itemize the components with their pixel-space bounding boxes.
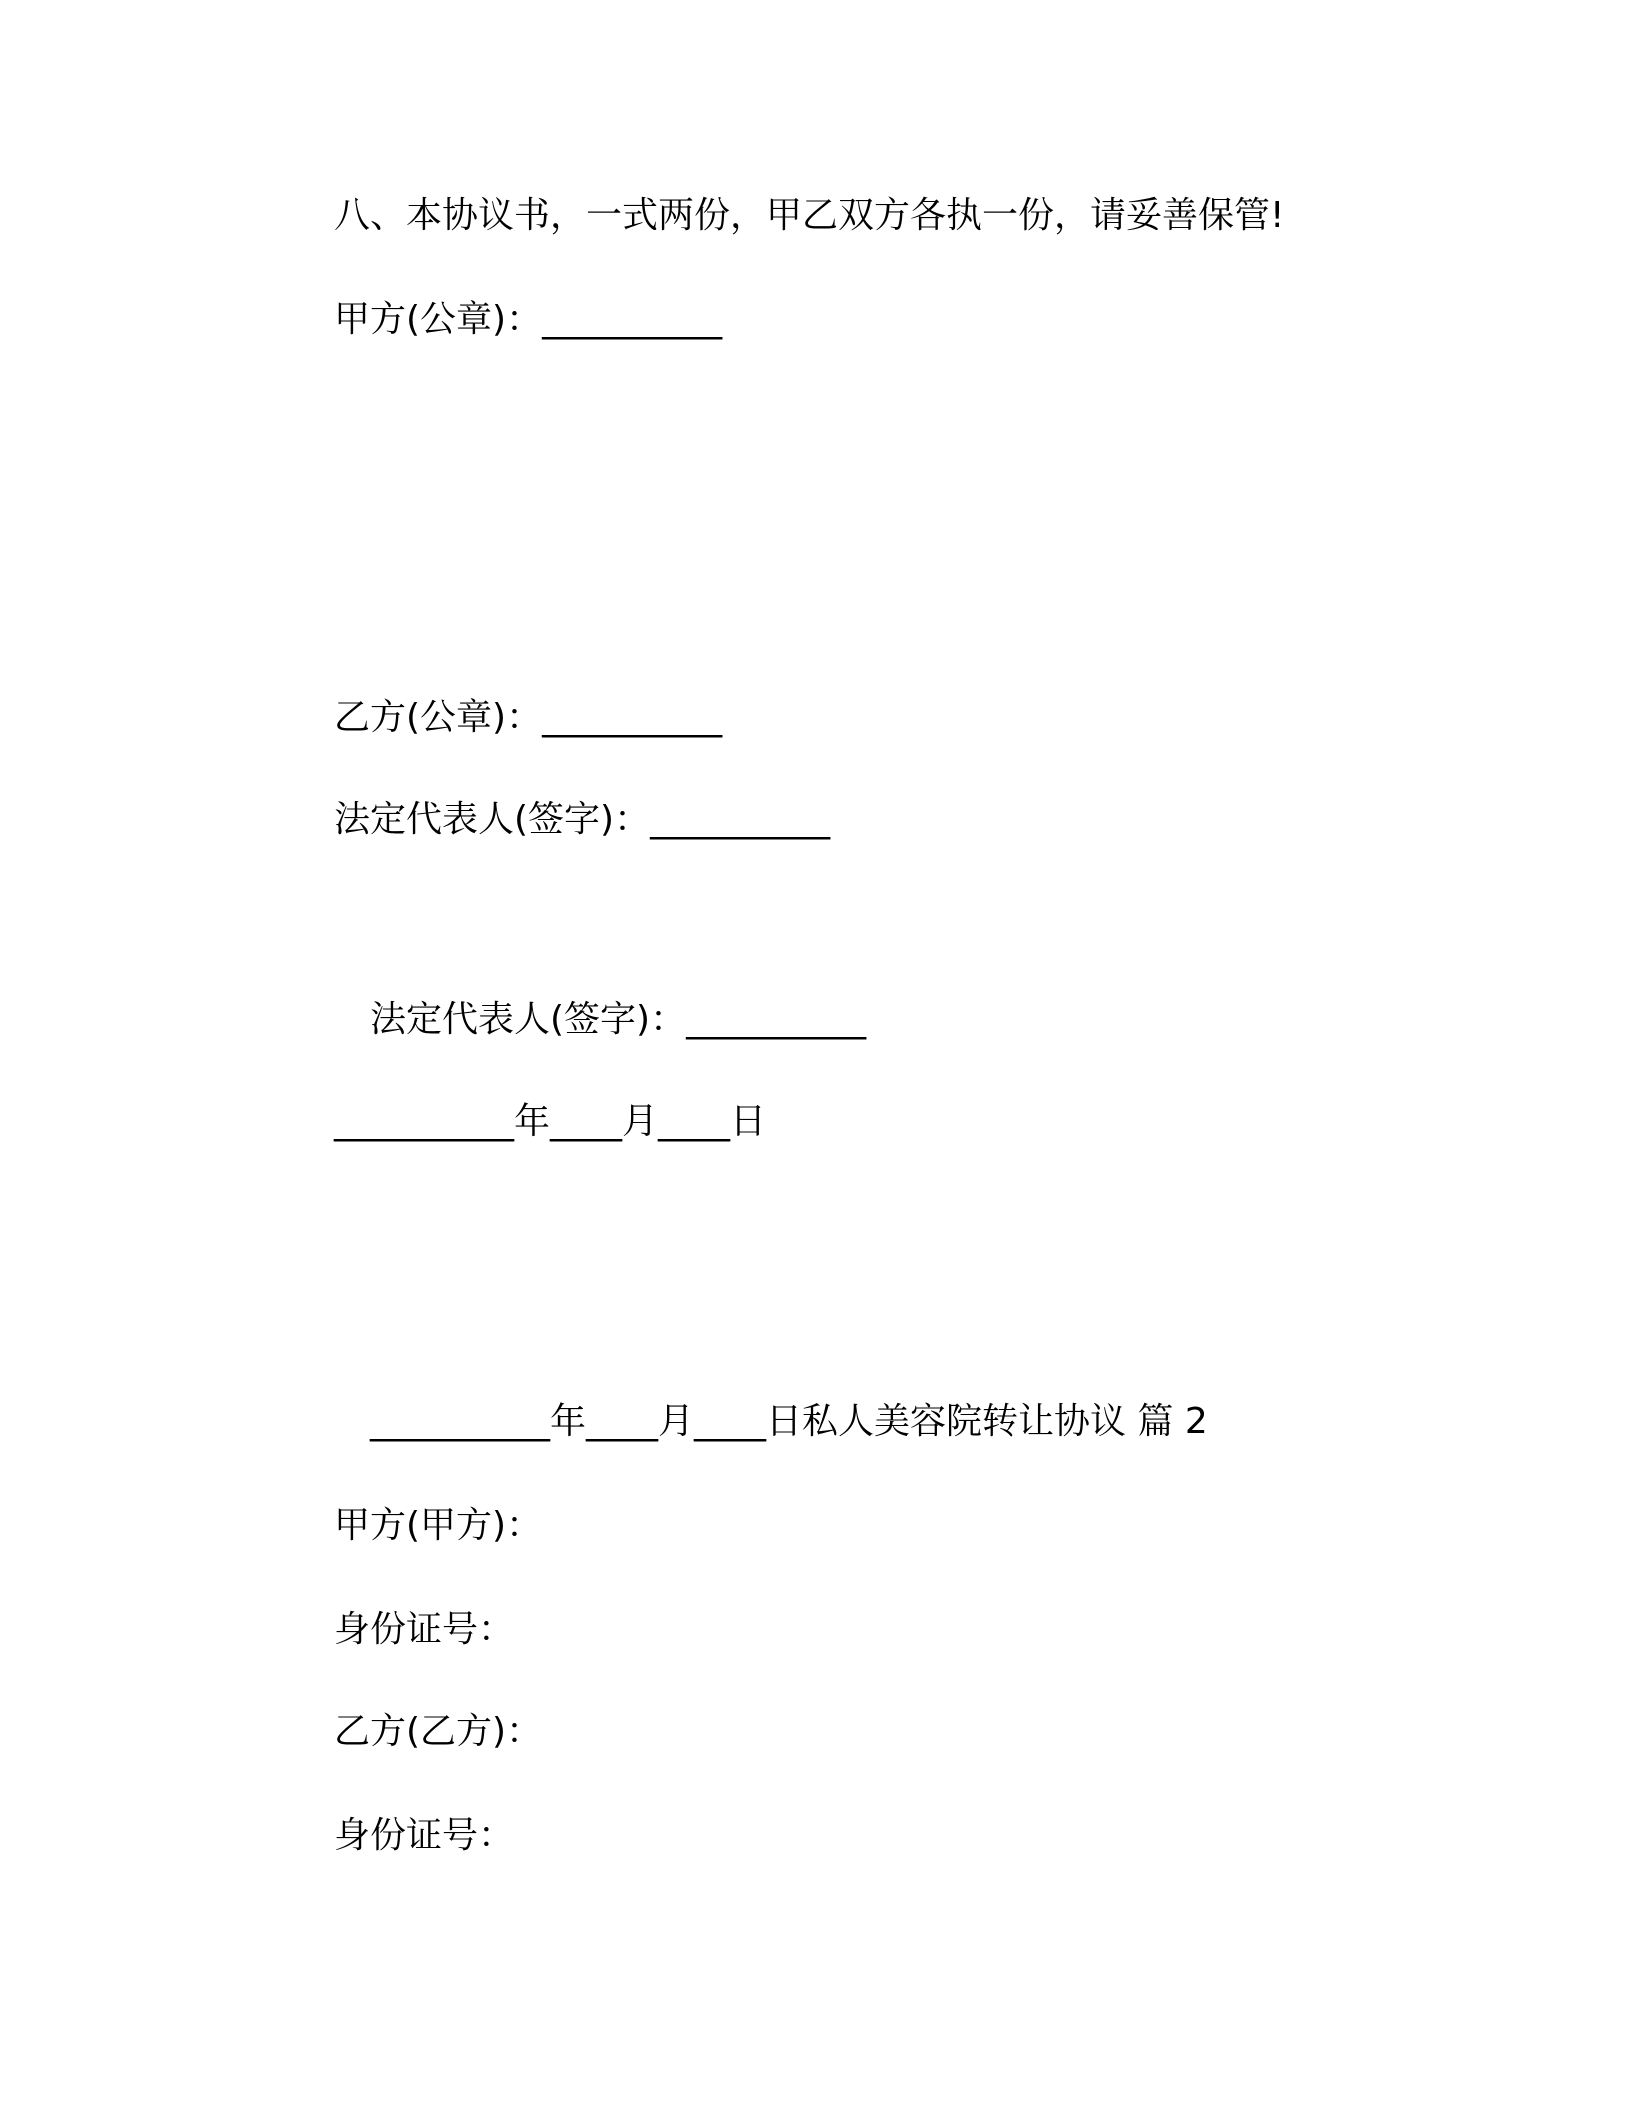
legal-rep-signature-line-2: 法定代表人(签字)：__________: [370, 999, 867, 1040]
date-line: __________年____月____日: [334, 1101, 766, 1142]
party-a-seal-line: 甲方(公章)：__________: [334, 299, 723, 340]
party-a-id-field: 身份证号：: [334, 1609, 515, 1650]
party-a-field: 甲方(甲方)：: [334, 1505, 543, 1546]
section-2-heading: __________年____月____日私人美容院转让协议 篇 2: [370, 1401, 1208, 1442]
clause-8-text: 八、本协议书，一式两份，甲乙双方各执一份，请妥善保管!: [334, 195, 1285, 236]
legal-rep-signature-line-1: 法定代表人(签字)：__________: [334, 799, 831, 840]
party-b-id-field: 身份证号：: [334, 1815, 515, 1856]
party-b-field: 乙方(乙方)：: [334, 1711, 543, 1752]
party-b-seal-line: 乙方(公章)：__________: [334, 697, 723, 738]
